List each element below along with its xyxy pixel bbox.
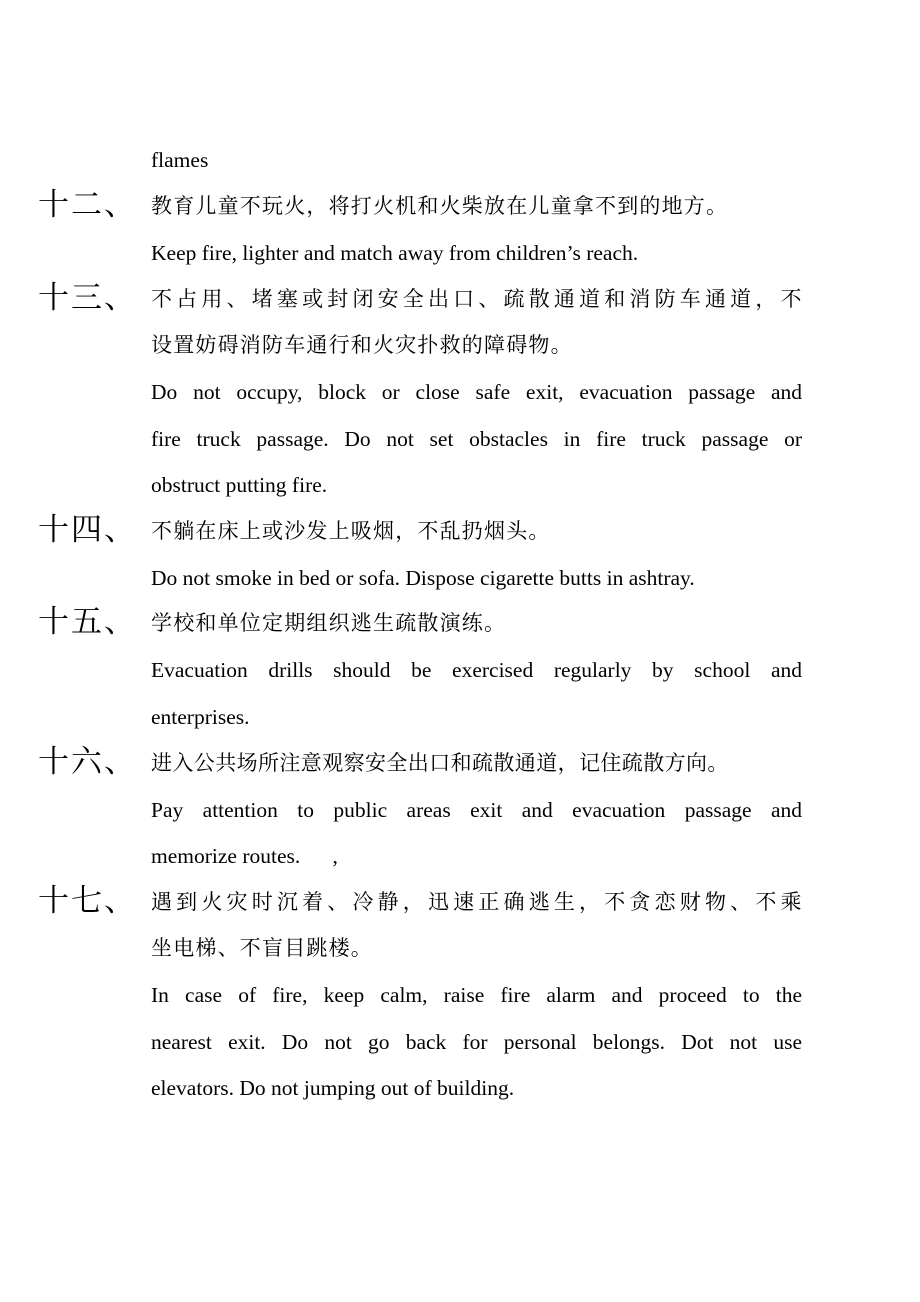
item-16-english-line-2: memorize routes. , <box>151 844 338 868</box>
item-15-chinese-line: 学校和单位定期组织逃生疏散演练。 <box>151 611 507 635</box>
item-16-chinese-line: 进入公共场所注意观察安全出口和疏散通道，记住疏散方向。 <box>151 751 729 775</box>
continuation-line: flames <box>151 148 209 172</box>
item-12-english-line: Keep fire, lighter and match away from children’s reach. <box>151 241 639 265</box>
item-14-number: 十四、 <box>38 512 137 548</box>
item-15-english-line-1: Evacuation drills should be exercised regularly by school and <box>151 658 802 682</box>
item-15-english-line-2: enterprises. <box>151 705 250 729</box>
item-15-number: 十五、 <box>38 604 137 640</box>
item-17-number: 十七、 <box>38 883 137 919</box>
item-12-chinese-line: 教育儿童不玩火，将打火机和火柴放在儿童拿不到的地方。 <box>151 194 729 218</box>
item-13-chinese-line-2: 设置妨碍消防车通行和火灾扑救的障碍物。 <box>151 333 573 357</box>
item-17-english-line-3: elevators. Do not jumping out of building. <box>151 1076 515 1100</box>
item-17-english-line-1: In case of fire, keep calm, raise fire alarm and proceed to the <box>151 983 802 1007</box>
item-13-chinese-line-1: 不占用、堵塞或封闭安全出口、疏散通道和消防车通道，不 <box>151 287 802 311</box>
item-17-chinese-line-1: 遇到火灾时沉着、冷静，迅速正确逃生，不贪恋财物、不乘 <box>151 890 802 914</box>
item-14-chinese-line: 不躺在床上或沙发上吸烟，不乱扔烟头。 <box>151 519 551 543</box>
item-17-english-line-2: nearest exit. Do not go back for personal belongs. Dot not use <box>151 1030 802 1054</box>
item-13-english-line-1: Do not occupy, block or close safe exit, evacuation passage and <box>151 380 802 404</box>
item-16-english-line-1: Pay attention to public areas exit and evacuation passage and <box>151 798 802 822</box>
item-13-english-line-2: fire truck passage. Do not set obstacles in fire truck passage or <box>151 427 802 451</box>
item-12-number: 十二、 <box>38 187 137 223</box>
item-17-chinese-line-2: 坐电梯、不盲目跳楼。 <box>151 936 373 960</box>
item-13-number: 十三、 <box>38 280 137 316</box>
item-14-english-line: Do not smoke in bed or sofa. Dispose cigarette butts in ashtray. <box>151 566 695 590</box>
item-13-english-line-3: obstruct putting fire. <box>151 473 328 497</box>
item-16-number: 十六、 <box>38 744 137 780</box>
